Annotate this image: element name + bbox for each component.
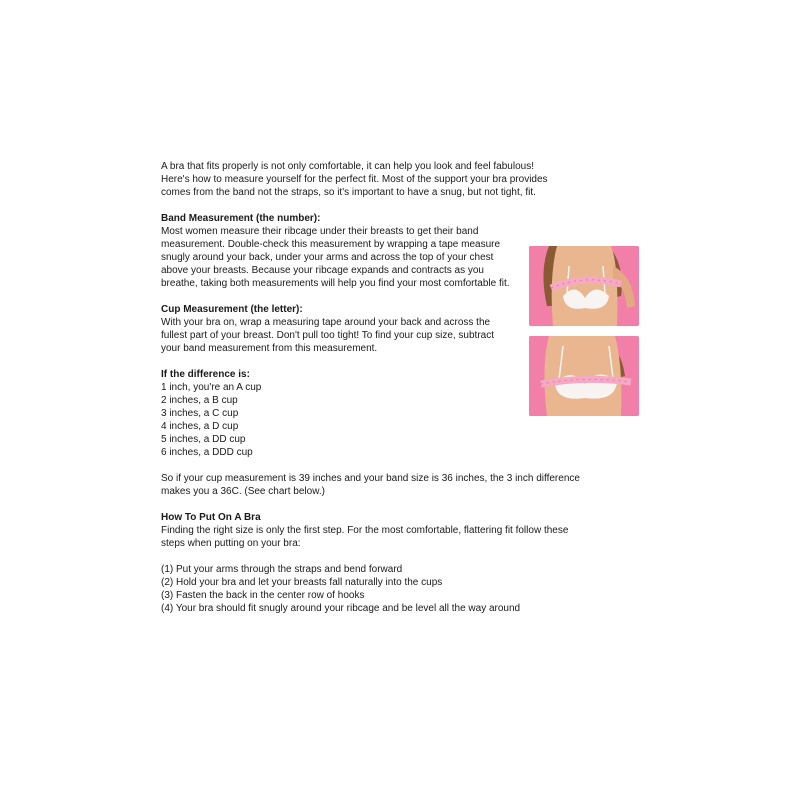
step-item: (3) Fasten the back in the center row of hooks: [161, 590, 365, 601]
band-heading: Band Measurement (the number):: [161, 213, 321, 224]
intro-line: Here's how to measure yourself for the perfect fit. Most of the support your bra provides: [161, 174, 548, 185]
intro-paragraph: [161, 160, 621, 199]
band-line: Most women measure their ribcage under their breasts to get their band: [161, 226, 479, 237]
step-item: (4) Your bra should fit snugly around your ribcage and be level all the way around: [161, 603, 521, 614]
model-torso-illustration: [529, 336, 639, 416]
cup-measurement-photo: [529, 336, 639, 416]
cup-size-item: 6 inches, a DDD cup: [161, 447, 253, 458]
cup-line: With your bra on, wrap a measuring tape around your back and across the: [161, 317, 491, 328]
put-on-line: Finding the right size is only the first step. For the most comfortable, flattering fit follow these: [161, 525, 569, 536]
cup-heading: Cup Measurement (the letter):: [161, 304, 303, 315]
band-line: above your breasts. Because your ribcage expands and contracts as you: [161, 265, 484, 276]
cup-size-item: 5 inches, a DD cup: [161, 434, 246, 445]
cup-size-item: 4 inches, a D cup: [161, 421, 239, 432]
cup-line: your band measurement from this measurement.: [161, 343, 378, 354]
put-on-line: steps when putting on your bra:: [161, 538, 301, 549]
example-paragraph: [161, 472, 621, 498]
band-line: snugly around your back, under your arms and across the top of your chest: [161, 252, 494, 263]
example-line: So if your cup measurement is 39 inches and your band size is 36 inches, the 3 inch difference: [161, 473, 580, 484]
cup-size-item: 1 inch, you're an A cup: [161, 382, 262, 393]
cup-size-item: 2 inches, a B cup: [161, 395, 238, 406]
put-on-heading: How To Put On A Bra: [161, 512, 261, 523]
difference-heading: If the difference is:: [161, 369, 250, 380]
band-line: measurement. Double-check this measurement by wrapping a tape measure: [161, 239, 501, 250]
band-line: breathe, taking both measurements will help you find your most comfortable fit.: [161, 278, 510, 289]
step-item: (1) Put your arms through the straps and bend forward: [161, 564, 403, 575]
intro-line: A bra that fits properly is not only comfortable, it can help you look and feel fabulous!: [161, 161, 534, 172]
put-on-section: [161, 511, 621, 615]
step-item: (2) Hold your bra and let your breasts fall naturally into the cups: [161, 577, 443, 588]
model-torso-illustration: [529, 246, 639, 326]
band-measurement-photo: [529, 246, 639, 326]
intro-line: comes from the band not the straps, so it's important to have a snug, but not tight, fit.: [161, 187, 536, 198]
cup-line: fullest part of your breast. Don't pull too tight! To find your cup size, subtract: [161, 330, 495, 341]
cup-size-item: 3 inches, a C cup: [161, 408, 239, 419]
example-line: makes you a 36C. (See chart below.): [161, 486, 325, 497]
